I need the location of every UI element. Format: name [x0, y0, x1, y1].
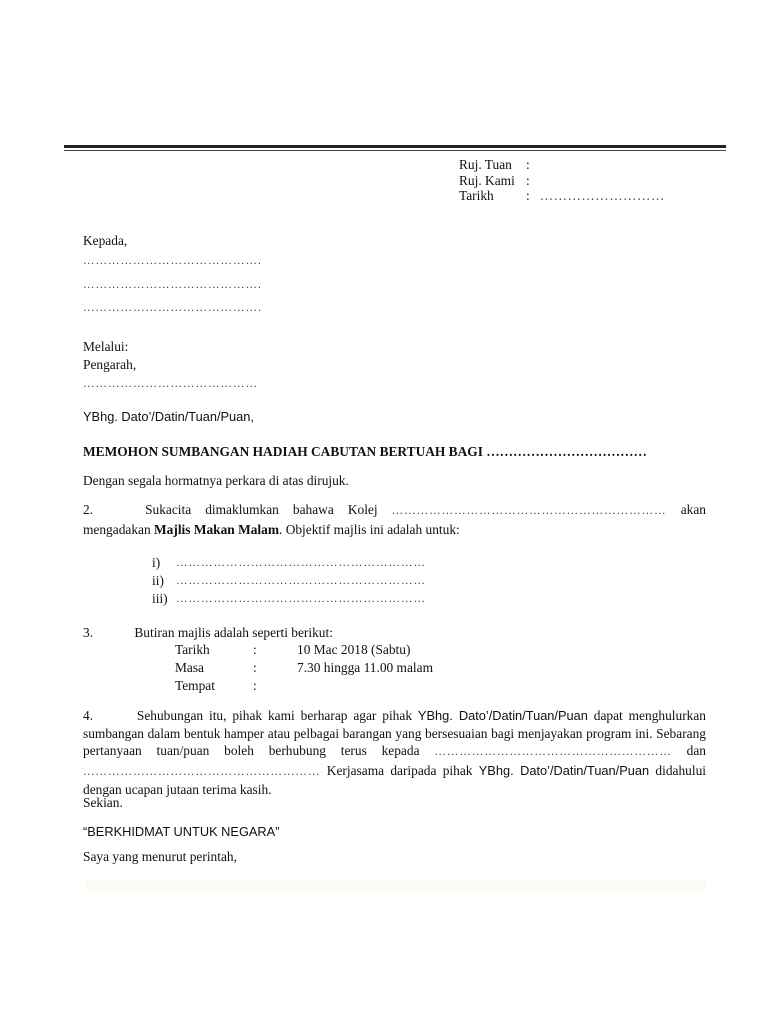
list-item-blank: ……………………………………………………	[176, 593, 426, 605]
paragraph-text: akan mengadakan	[83, 502, 706, 537]
paragraph-text: dan	[686, 743, 706, 758]
paragraph-text: dapat menghulurkan sumbangan dalam bentuk hamper atau pelbagai barangan yang bersesuaian bagi menjayakan program ini. Sebarang pertanyaan tuan/puan boleh berhubung terus kepada	[83, 708, 706, 758]
detail-sep: :	[253, 660, 257, 675]
ref-sep: :	[526, 188, 530, 203]
detail-sep: :	[253, 678, 257, 693]
event-details	[175, 642, 433, 696]
intro-text: Dengan segala hormatnya perkara di atas dirujuk.	[83, 473, 349, 488]
closing-sekian: Sekian.	[83, 795, 123, 810]
ref-sep: :	[526, 157, 530, 172]
recipient-line-2: …………………………………….	[83, 279, 262, 291]
letter-title: MEMOHON SUMBANGAN HADIAH CABUTAN BERTUAH BAGI ………………………………	[83, 444, 647, 459]
paragraph-text: didahului dengan ucapan jutaan terima kasih.	[83, 762, 707, 797]
recipient-greeting: Kepada,	[83, 233, 128, 248]
detail-row-tarikh	[175, 642, 433, 660]
list-item-blank: ……………………………………………………	[176, 575, 426, 587]
paragraph-text: Kerjasama daripada pihak	[326, 762, 473, 778]
ref-label: Tarikh	[459, 188, 494, 203]
list-item	[152, 591, 426, 609]
blank-contact-1: …………………………………………………	[434, 746, 672, 758]
detail-label: Tarikh	[175, 642, 210, 657]
list-item-label: i)	[152, 555, 161, 570]
detail-label: Tempat	[175, 678, 215, 693]
blank-college-name: …………………………………………………………	[391, 505, 667, 517]
detail-row-tempat	[175, 678, 433, 696]
via-label: Melalui:	[83, 339, 129, 354]
paragraph-number: 2.	[83, 502, 94, 517]
list-item-blank: ……………………………………………………	[176, 557, 426, 569]
paragraph-text: Sehubungan itu, pihak kami berharap agar pihak	[136, 708, 413, 723]
paragraph-text: . Objektif majlis ini adalah untuk:	[279, 521, 460, 537]
ref-row-tarikh	[459, 188, 665, 204]
paragraph-number: 4.	[83, 708, 94, 723]
faded-signature-area	[86, 881, 706, 892]
paragraph-4	[83, 707, 706, 799]
paragraph-text: Sukacita dimaklumkan bahawa Kolej	[145, 502, 378, 517]
list-item-label: ii)	[152, 573, 164, 588]
ref-sep: :	[526, 172, 530, 188]
detail-value: 10 Mac 2018 (Sabtu)	[297, 642, 411, 657]
detail-row-masa	[175, 660, 433, 678]
objectives-list	[152, 555, 426, 609]
header-rule-thick	[64, 145, 726, 148]
detail-value: 7.30 hingga 11.00 malam	[297, 660, 433, 675]
list-item	[152, 573, 426, 591]
reference-block	[459, 157, 665, 204]
via-name: Pengarah,	[83, 357, 137, 372]
list-item	[152, 555, 426, 573]
recipient-line-1: …………………………………….	[83, 255, 262, 267]
list-item-label: iii)	[152, 591, 168, 606]
ref-row-ruj-kami	[459, 173, 665, 189]
closing-motto: “BERKHIDMAT UNTUK NEGARA”	[83, 824, 280, 839]
paragraph-text: Butiran majlis adalah seperti berikut:	[134, 625, 333, 640]
recipient-line-3: …………………………………….	[83, 302, 262, 314]
closing-sign: Saya yang menurut perintah,	[83, 849, 237, 864]
honorific-text: YBhg. Dato’/Datin/Tuan/Puan	[417, 708, 588, 723]
detail-label: Masa	[175, 660, 205, 675]
salutation: YBhg. Dato’/Datin/Tuan/Puan,	[83, 409, 254, 424]
paragraph-2	[83, 501, 706, 538]
blank-contact-2: …………………………………………………	[83, 765, 321, 778]
ref-value-tarikh: ………………………	[539, 188, 665, 203]
paragraph-number: 3.	[83, 625, 94, 640]
paragraph-3	[83, 624, 706, 642]
detail-sep: :	[253, 642, 257, 657]
ref-label: Ruj. Kami	[459, 172, 515, 188]
ref-label: Ruj. Tuan	[459, 157, 512, 172]
via-line: ……………………………………	[83, 378, 258, 390]
honorific-text: YBhg. Dato’/Datin/Tuan/Puan	[478, 762, 650, 778]
header-rule-thin	[64, 150, 726, 151]
event-name: Majlis Makan Malam	[154, 521, 279, 537]
ref-row-ruj-tuan	[459, 157, 665, 173]
